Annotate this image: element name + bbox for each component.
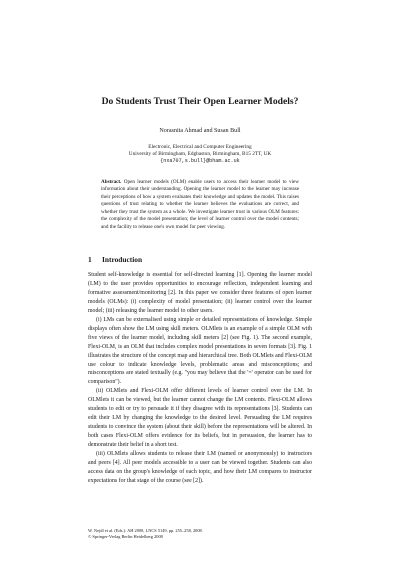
paper-authors: Norasnita Ahmad and Susan Bull [159, 128, 241, 134]
section-number: 1 [88, 255, 92, 264]
body-paragraph: Student self-knowledge is essential for self-directed learning [1]. Opening the learner model (LM) to the user provides opportunities to encourage reflection, independent learning and formative assessment/monitoring [2]. In this paper we consider three features of open learner models (OLMs): (i) complexity of model presentation; (ii) learner control over the learner model; (iii) releasing the learner model to other users. [88, 272, 312, 314]
abstract-text: Open learner models (OLM) enable users to access their learner model to view information about their understanding. Opening the learner model to the learner may increase their perceptions of how a system evaluates their knowledge and updates the model. This raises questions of trust relating to whether the learner believes the evaluations are correct, and whether they trust the system as a whole. We investigate learner trust in various OLM features: the complexity of the model presentation; the level of learner control over the model contents; and the facility to release one's own model for peer viewing. [101, 179, 299, 230]
body-text [88, 271, 312, 486]
section-title: Introduction [102, 255, 143, 264]
abstract [101, 179, 299, 231]
author-email: {nxa707,s.bull}@bham.ac.uk [160, 158, 240, 165]
body-paragraph: (i) LMs can be externalised using simple or detailed representations of knowledge. Simple displays often show the LM using skill meters. OLMlets is an example of a simple OLM with five views of the learner model, including skill meters [2] (see Fig. 1). The second example, Flexi-OLM, is an OLM that includes complex model presentations in seven formats [3]. Fig. 1 illustrates the structure of the concept map and hierarchical tree. Both OLMlets and Flexi-OLM use colour to indicate knowledge levels, problematic areas and misconceptions; and misconceptions are stated textually (e.g. "you may believe that the '=' operator can be used for comparison"). [88, 316, 312, 386]
paper-title: Do Students Trust Their Open Learner Models? [101, 96, 299, 107]
section-heading [88, 255, 142, 265]
body-paragraph: (ii) OLMlets and Flexi-OLM offer different levels of learner control over the LM. In OLMlets it can be viewed, but the learner cannot change the LM contents. Flexi-OLM allows students to edit or try to persuade it if they disagree with its representations [3]. Students can edit their LM by changing the knowledge to the desired level. Persuading the LM requires students to convince the system (about their skill) before the representations will be altered. In both cases Flexi-OLM offers evidence for its beliefs, but in persuasion, the learner has to demonstrate their belief in a short test. [88, 388, 312, 449]
abstract-label: Abstract. [101, 179, 122, 185]
affiliation-block [0, 144, 400, 166]
affiliation-department: Electronic, Electrical and Computer Engineering [148, 144, 252, 150]
page-footer [88, 528, 203, 540]
citation-line: W. Nejdl et al. (Eds.): AH 2008, LNCS 5149, pp. 255–258, 2008. [88, 528, 203, 533]
copyright-line: © Springer-Verlag Berlin Heidelberg 2008 [88, 534, 163, 539]
body-paragraph: (iii) OLMlets allows students to release their LM (named or anonymously) to instructors and peers [4]. All peer models accessible to a user can be viewed together. Students can also access data on the group's knowledge of each topic, and how their LM compares to instructor expectations for that stage of the course (see [2]). [88, 451, 312, 484]
affiliation-institution: University of Birmingham, Edgbaston, Birmingham, B15 2TT, UK [128, 151, 272, 158]
